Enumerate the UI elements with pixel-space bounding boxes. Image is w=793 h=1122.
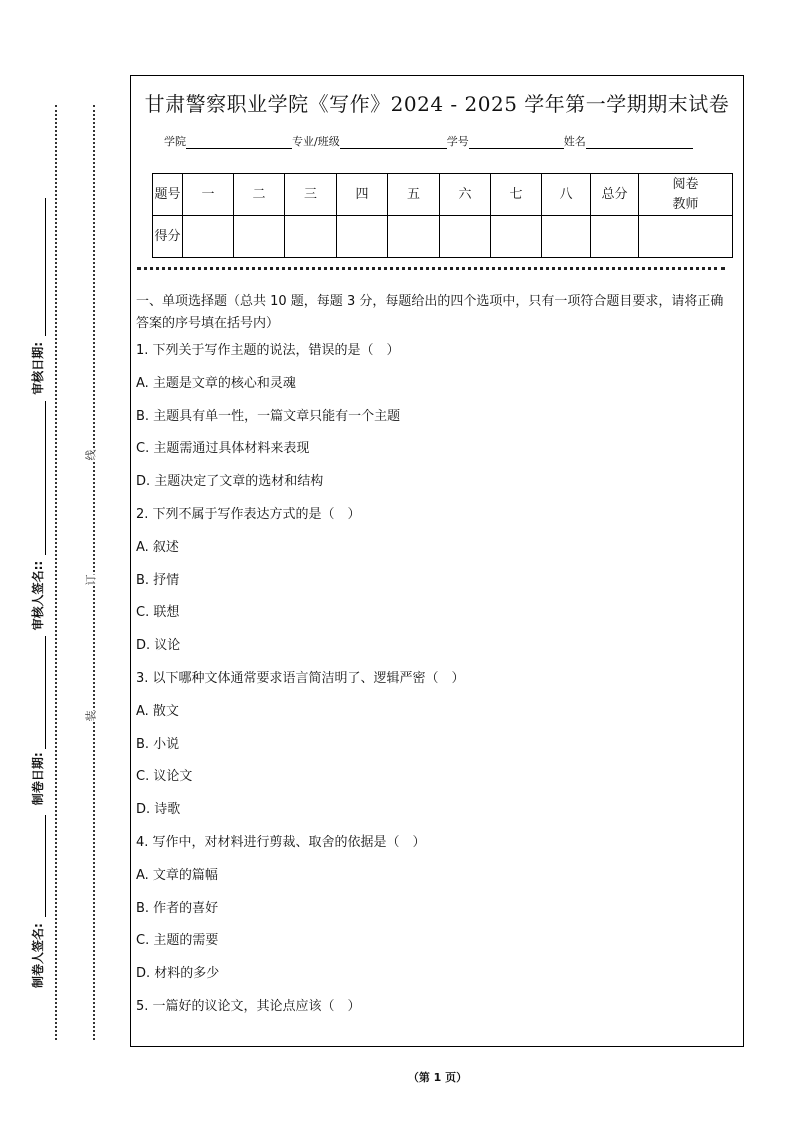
score-table-score-row (153, 216, 733, 258)
maker-sign-line (45, 815, 46, 917)
make-date-line (45, 636, 46, 749)
option: C. 主题需通过具体材料来表现 (136, 441, 310, 457)
page-title: 甘肃警察职业学院《写作》2024 - 2025 学年第一学期期末试卷 (144, 92, 730, 116)
college-field[interactable] (186, 136, 292, 149)
option: B. 抒情 (136, 572, 180, 588)
maker-sign-label: 制卷人签名: (31, 923, 45, 988)
option: B. 作者的喜好 (136, 900, 219, 916)
option: B. 主题具有单一性，一篇文章只能有一个主题 (136, 408, 401, 424)
option: A. 散文 (136, 703, 179, 719)
review-sign-line (45, 401, 46, 555)
col-header: 三 (285, 174, 337, 216)
score-cell[interactable] (234, 216, 285, 258)
question-stem: 4. 写作中，对材料进行剪裁、取舍的依据是（ ） (136, 834, 426, 850)
score-table (152, 173, 733, 258)
review-date-line (45, 198, 46, 336)
score-cell-grader[interactable] (639, 216, 733, 258)
option: C. 主题的需要 (136, 933, 219, 949)
major-field[interactable] (340, 136, 447, 149)
score-cell[interactable] (183, 216, 234, 258)
option: C. 议论文 (136, 769, 193, 785)
col-header: 六 (440, 174, 491, 216)
option: A. 叙述 (136, 539, 179, 555)
college-label: 学院 (164, 135, 186, 148)
option: D. 诗歌 (136, 802, 181, 818)
option: B. 小说 (136, 736, 180, 752)
review-date-label: 审核日期: (31, 341, 45, 395)
option: A. 主题是文章的核心和灵魂 (136, 375, 296, 391)
signature-strip (30, 155, 46, 988)
bind-mark-xian: 线 (84, 449, 98, 461)
question-section (136, 291, 736, 1029)
col-header: 五 (388, 174, 440, 216)
dotted-separator (137, 267, 725, 270)
question-stem: 2. 下列不属于写作表达方式的是（ ） (136, 506, 361, 522)
review-sign-label: 审核人签名:: (31, 560, 45, 631)
student-id-label: 学号 (446, 135, 469, 148)
student-info-row (164, 133, 693, 149)
question-stem: 3. 以下哪种文体通常要求语言简洁明了、逻辑严密（ ） (136, 670, 465, 686)
question-stem: 1. 下列关于写作主题的说法，错误的是（ ） (136, 343, 400, 358)
option: D. 材料的多少 (136, 966, 220, 982)
major-label: 专业/班级 (292, 135, 340, 148)
col-header-total: 总分 (591, 174, 639, 216)
score-cell[interactable] (285, 216, 337, 258)
col-header: 八 (542, 174, 591, 216)
score-cell[interactable] (440, 216, 491, 258)
bind-mark-zhuang: 装 (84, 710, 98, 722)
section-heading: 一、单项选择题（总共 10 题，每题 3 分，每题给出的四个选项中，只有一项符合题目要求，请将正确答案的序号填在括号内） (136, 294, 724, 331)
student-id-field[interactable] (469, 136, 564, 149)
score-cell-total[interactable] (591, 216, 639, 258)
col-header: 二 (234, 174, 285, 216)
binding-dotted-line-outer (55, 105, 57, 1040)
row-header-score: 得分 (153, 216, 183, 258)
col-header: 一 (183, 174, 234, 216)
make-date-label: 制卷日期: (31, 752, 45, 806)
option: A. 文章的篇幅 (136, 867, 218, 883)
score-cell[interactable] (388, 216, 440, 258)
question-stem: 5. 一篇好的议论文，其论点应该（ ） (136, 998, 361, 1014)
binding-dotted-line-inner (93, 105, 95, 1040)
bind-mark-ding: 订 (84, 574, 98, 586)
score-table-header-row (153, 174, 733, 216)
option: D. 主题决定了文章的选材和结构 (136, 474, 324, 490)
name-label: 姓名 (563, 135, 586, 148)
score-cell[interactable] (542, 216, 591, 258)
col-header: 四 (337, 174, 388, 216)
col-header: 七 (491, 174, 542, 216)
row-header-question-no: 题号 (153, 174, 183, 216)
score-cell[interactable] (337, 216, 388, 258)
col-header-grader: 阅卷教师 (639, 174, 733, 216)
score-cell[interactable] (491, 216, 542, 258)
option: C. 联想 (136, 605, 180, 621)
option: D. 议论 (136, 638, 181, 654)
name-field[interactable] (586, 136, 693, 149)
page-number: （第 1 页） (407, 1071, 468, 1084)
exam-frame (130, 75, 744, 1047)
